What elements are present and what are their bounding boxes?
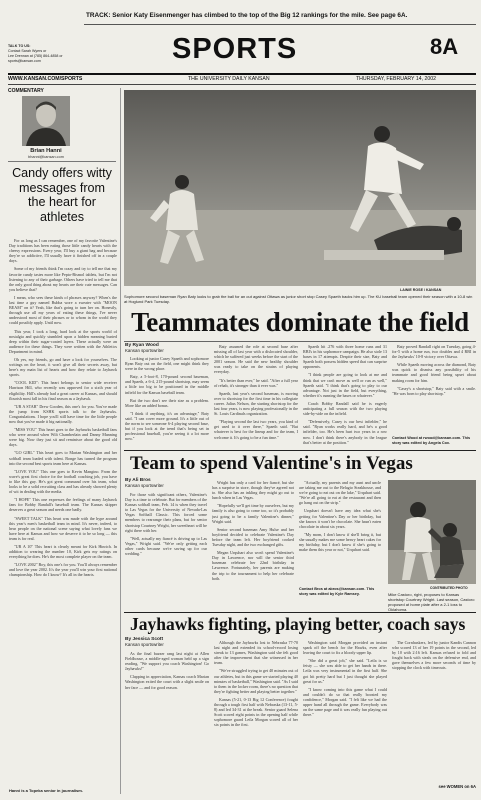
- paragraph: "UR A 10" This heart is clearly meant for Kirk Hinrich. In addition to wearing the number 10, Kirk gets my ratings on everything he does. He's the most complete player on the team.: [9, 543, 117, 560]
- paragraph: For as long as I can remember, one of my favorite Valentine's Day traditions has been eating those little candy hearts with the cheesy expressions. Every year, I'll buy a giant bag and because they're so addictive, I'll usually have it finished off in a couple days.: [9, 238, 117, 264]
- paragraph: "She did a great job," she said. "Leila is so feisty — she was able to get her hands in there. Leila was very instrumental in the first half. She got hit pretty hard but I just thought she played great for us.": [303, 658, 387, 684]
- paragraph: "I think people are going to look at me and think that we can't move as well or run as well," Spaeth said. "I think that's going to play to our advantage. Not just in the field, but everything, whether it's running the bases or whatever.": [303, 372, 387, 398]
- paragraph: Baty, a 5-foot-8, 170-pound second baseman, and Spaeth, a 6-4, 215-pound shortstop, may seem a little too big to be positioned in the middle infield for the Kansas baseball team.: [125, 374, 209, 395]
- proposal-photo-credit: CONTRIBUTED PHOTO: [430, 586, 468, 590]
- paragraph: Megan Urquhart also won't spend Valentine's Day in Lawrence, nor will the senior third baseman celebrate her 22nd birthday in Lawrence. Fortunately, her parents are making the trip to the tournament to help her celebrate both.: [212, 550, 294, 581]
- paragraph: "Playing second the last two years, you kind of get used to it over there," Spaeth said. "But whatever is best for the lineup and for the team, I welcome it. It's going to be a fun time.": [214, 419, 298, 440]
- second-story-column-3: [299, 480, 381, 584]
- masthead-date: THURSDAY, FEBRUARY 14, 2002: [356, 76, 437, 82]
- columnist-photo: [22, 96, 70, 146]
- proposal-photo: [388, 480, 476, 584]
- byline-name: By Ryan Wood: [125, 343, 159, 348]
- proposal-illustration: [388, 480, 476, 584]
- top-story-headline: Teammates dominate the field: [131, 307, 469, 337]
- paragraph: This year, I took a long, hard look at the sports world of nostalgia and quickly stumbled upon a hidden meaning buried deep within their sugar-coated layers. These actually were an audience for these things. They were written with the Athletics Department in mind.: [9, 328, 117, 354]
- commentary-footer: Hanni is a Topeka senior in journalism.: [9, 788, 83, 793]
- paragraph: "I know coming into this game what I could and couldn't do so that really boosted my confidence," Morgan said. "I felt like we had the upper hand all through the game. Everybody was on the same page and it was really fun playing out there.": [303, 686, 387, 718]
- paragraph: "Casey's a shortstop," Baty said with a smile. "He was born to play shortstop.": [392, 385, 476, 396]
- masthead-page-number: 8A: [430, 34, 459, 59]
- talk-to-us-box: [8, 44, 64, 64]
- banner-rule: [84, 24, 476, 25]
- byline-role: Kansan sportswriter: [125, 483, 164, 489]
- third-story-byline: [125, 637, 185, 648]
- paragraph: Baty assumed the role at second base after missing all of last year with a dislocated shoulder, which he suffered just weeks before the start of the 2001 season. He said the new healthy shoulder was ready to take on the strains of playing everyday.: [214, 344, 298, 375]
- commentary-headline: Candy offers witty messages from the heart for athletes: [12, 166, 112, 224]
- paragraph: Clapping in appreciation, Kansas coach Marian Washington exited the court with a slight smile on her face — and for good reason.: [125, 674, 209, 690]
- paragraph: Baty proved Randall right on Tuesday, going 4-for-5 with a home run, two doubles and 4 RBI in the Jayhawks' 10-8 victory over Ottawa.: [392, 344, 476, 360]
- top-story-byline: [125, 343, 185, 354]
- paragraph: I mean, who sees these kinds of phrases anyway? When's the last time a guy named Bubba wore a sweater with "MOON BEAM" on it? Yeah, like that's going to turn her on. Honestly, through use all my years of eating these things, I've never understood most of their phrases or to whom in the world they could possibly apply. Until now.: [9, 294, 117, 326]
- paragraph: Looking at junior Casey Spaeth and sophomore Ryan Baty out on the field, one might think they were in the wrong place.: [125, 356, 209, 372]
- paragraph: Spaeth, last year's second baseman, is moving over to shortstop for the first time in his collegiate career. Julius Nelson, the starting shortstop for the last four years, is now playing professionally in the St. Louis Cardinals organization.: [214, 390, 298, 417]
- paragraph: Urquhart doesn't have any idea what she's getting for Valentine's Day or her birthday, but she knows it won't be chocolate. She hasn't eaten chocolate in about six years.: [299, 508, 381, 529]
- section-rule: [124, 450, 476, 451]
- masthead-rule: [8, 73, 476, 75]
- paragraph: "Defensively, Casey is our best infielder," he said. "Ryan works really hard, and he's a good infielder, too. He's been hurt two years in a row now. I don't think there's anybody in the league that's better at the position.": [303, 419, 387, 445]
- talk-to-us-line: Contact Sarah Wyers or: [8, 49, 47, 53]
- paragraph: "Hopefully we'll get time by ourselves, but my family is also going to come too, so it's probably just going to be a family Valentine's dinner," Wright said.: [212, 503, 294, 524]
- byline-role: Kansan sportswriter: [125, 348, 164, 354]
- top-story-column-4: [392, 344, 476, 434]
- paragraph: "SWEET TALK" This heart was made with the hype around this year's men's basketball team in mind. It's never, indeed, to hear people on the national scene saying what lovely fans we have here at Kansas and how we deserve it to be so long — this team is for real.: [9, 515, 117, 541]
- third-story-column-3: [303, 640, 387, 791]
- proposal-photo-caption: Mike Castoro, right, proposes to Kansas shortstop Courtney Wright. Last season, Castoro proposed at home plate after a 2-1 loss to Oklahoma.: [388, 592, 475, 612]
- paragraph: "We've struggled trying to get 40 minutes out of our athletes, but in this game we started playing 40 minutes of basketball," Washington said. "As I said to them in the locker room, there's no question that they're fighting better and playing better together.": [214, 668, 298, 694]
- third-story-column-1: [125, 651, 209, 791]
- commentary-body: [9, 238, 117, 786]
- columnist-portrait-icon: [22, 96, 70, 146]
- third-story-column-2: [214, 640, 298, 791]
- paragraph: Wright has only a card for her fiancé, but she has a surprise in store, though they've agreed not to. She also has an inkling they might go out to lunch when in Las Vegas.: [212, 480, 294, 501]
- commentary-label: COMMENTARY: [8, 88, 44, 94]
- paragraph: "LOVE 2002" Boy, this one's for you. You'll always remember and love the year 2002. It's the year you'll win your first national championship. How do I know? It's all in the hearts.: [9, 562, 117, 578]
- top-story-column-2: [214, 344, 298, 448]
- top-story-column-3: [303, 344, 387, 448]
- photo-caption: Sophomore second baseman Ryan Baty looks to grab the ball for an out against Ottawa as junior short stop Casey Spaeth backs him up. The KU baseball team opened their season with a 10-8 win at Hoglund Park Tuesday.: [124, 294, 473, 304]
- baseball-players-illustration: [124, 90, 476, 286]
- paragraph: Although the Jayhawks lost to Nebraska 77-70 last night and extended its school-record losing streak to 13 games, Washington said she felt good after the improvement that she witnessed in her team.: [214, 640, 298, 666]
- second-story-byline: [125, 478, 185, 489]
- paragraph: While Spaeth moving across the diamond, Baty was quick to dismiss any possibility of his teammate and good friend being upset about making room for him.: [392, 362, 476, 383]
- baseball-photo: [124, 90, 476, 286]
- third-story-column-4: [392, 640, 476, 780]
- second-story-column-1: [125, 492, 207, 600]
- columnist-email: bhanni@kansan.com: [28, 155, 64, 159]
- masthead-website: WWW.KANSAN.COM/SPORTS: [8, 76, 83, 82]
- paragraph: Some of my friends think I'm crazy and try to tell me that my favorite candy tastes more like Pepto-Bismol tablets, but I'm not listening to any of their garbage. Others have tried to tell me that the only good thing about my hearts are their cute messages. Can you believe that?: [9, 266, 117, 292]
- paragraph: "MISS YOU" This heart goes to the Jayhawks basketball fans who were around when Wilt Chamberlain and Danny Manning were big. Now they just sit and reminisce about the good old days.: [9, 427, 117, 448]
- columnist-name: Brian Hanni: [30, 148, 62, 154]
- paragraph: "I think if anything, it's an advantage," Baty said. "I can cover more ground. It's a little out of the norm to see someone 6-4 playing second base, but if you look at the trend that's being set in professional baseball, you're seeing it a lot more now.": [125, 410, 209, 442]
- paragraph: "GO GIRL" This heart goes to Marian Washington and her softball team loaded with talent. Bonge has turned the program into the second best sports team here at Kansas.: [9, 450, 117, 466]
- second-story-contact: Contact Bros at abros@kansan.com. This story was edited by Kyle Ramsey.: [299, 587, 375, 596]
- byline-name: By Ali Bros: [125, 478, 151, 483]
- paragraph: "It's better than ever," he said. "After a full year of rehab, it's stronger than it ever was.": [214, 377, 298, 388]
- second-story-headline: Team to spend Valentine's in Vegas: [130, 453, 413, 474]
- third-story-headline: Jayhawks fighting, playing better, coach says: [130, 614, 466, 634]
- paragraph: Coach Bobby Randall said he is eagerly anticipating a full season with the two playing side-by-side on the infield.: [303, 400, 387, 417]
- paragraph: "UR A STAR" Drew Gooden, this one's for you. You've made the jump from KSHK sports talk to the Jayhawks. Congratulations. I hope you'll still have time for the little people now that you've made it big nationally.: [9, 403, 117, 424]
- masthead-subrule: [8, 84, 476, 85]
- paragraph: As the final buzzer rang last night at Allen Fieldhouse, a middle-aged woman held up a sign reading, "We support you coach Washington! Go Jayhawks!": [125, 651, 209, 672]
- paragraph: Kansas (5-21, 0-13 Big 12 Conference) fought through a tough first half with Nebraska (13-11, 5-8) and led 34-31 at the break. Senior guard Selena Scott scored eight points in the opening half while sophomore guard Leila Morgan scored all of her six points in the first.: [214, 696, 298, 728]
- byline-role: Kansan sportswriter: [125, 642, 164, 648]
- masthead-title: SPORTS: [172, 33, 298, 65]
- paragraph: The Cornhuskers, led by junior Kandis Cannon who scored 13 of her 19 points in the second, led by 10 with 2:16 left. Kansas refused to fold and fought back with steals on the defensive end, and gave themselves a few more seconds of time by stopping the clock with timeouts.: [392, 640, 476, 671]
- byline-name: By Jessica Scott: [125, 637, 164, 642]
- column-divider: [120, 88, 121, 794]
- headline-rule: [124, 341, 476, 342]
- photo-credit: LAINIE ROSE / KANSAN: [400, 288, 442, 292]
- third-story-jump[interactable]: see WOMEN on 6A: [438, 784, 476, 789]
- paragraph: "Well, actually my fiancé is driving up to Las Vegas," Wright said. "We're only getting each other cards because we're saving up for our wedding.": [125, 535, 207, 557]
- paragraph: Washington said Morgan provided an instant spark off the bench for the Hawks, even after leaving the court to fix a bloody upper lip.: [303, 640, 387, 656]
- paragraph: "LOVE YOU" This one goes to Kevin Mangino. From the wave's great first choice for the football coaching job, you have to like this guy. He's got great command over his team, what looks to be a solid recruiting class and has already showed plenty of wit in dealing with the media.: [9, 468, 117, 495]
- commentary-rule: [8, 161, 116, 162]
- paragraph: Oh yes, my friends, go and have a look for yourselves. The writings on the heart, it won't give all their secrets away, but here's my main list of hearts and how they relate to Jayhawk sports.: [9, 356, 117, 378]
- top-story-column-1: [125, 356, 209, 448]
- paragraph: "Actually, my parents and my aunt and uncle are taking me out to the Belagio Steakhouse, and we're going to eat out on the lake," Urquhart said. "We're all going to eat at the restaurant and then go hang out on the strip.": [299, 480, 381, 506]
- top-story-contact: Contact Wood at rwood@kansan.com. This story was edited by Angela Cox.: [392, 436, 471, 445]
- track-banner: TRACK: Senior Katy Eisenmenger has climbed to the top of the Big 12 rankings for the mile. See page 6A.: [86, 12, 408, 19]
- section-rule-2: [124, 612, 476, 613]
- second-story-column-2: [212, 480, 294, 600]
- talk-to-us-line: Lee Drennan at (785) 864-4858 or sports@kansan.com: [8, 54, 63, 63]
- paragraph: "I HOPE" This one expresses the feelings of many Jayhawk fans for Bobby Randall's baseball team. The Kansas skipper deserves a great season and needs one badly.: [9, 497, 117, 513]
- talk-to-us-line: TALK TO US:: [8, 44, 31, 48]
- masthead-paper-name: THE UNIVERSITY DAILY KANSAN: [188, 76, 270, 82]
- paragraph: Spaeth hit .276 with three home runs and 31 RBI's in his sophomore campaign. He also stole 13 bases in 17 attempts. Despite their size, Baty and Spaeth both possess hidden speed that can surprise opponents.: [303, 344, 387, 370]
- paragraph: "COOL KID": This heart belongs to senior wide receiver Harrison Hill, who recently was approved for a sixth year of eligibility. Hill's already had a great career at Kansas, and should flourish most fall in his final season as a Jayhawk.: [9, 380, 117, 401]
- paragraph: "My mom, I don't know if she'll bring it, but she usually makes me some heavy heart cakes for my birthday, but I don't know if she's going to make them this year or not," Urquhart said.: [299, 531, 381, 553]
- paragraph: But the two don't see their size as a problem. More like an added bonus.: [125, 397, 209, 408]
- paragraph: Senior second baseman Amy Hulse and her boyfriend decided to celebrate Valentine's Day before the team left. Her boyfriend cooked Tuesday night, and the two exchanged gifts.: [212, 526, 294, 548]
- paragraph: For those with significant others, Valentine's Day is a time to celebrate. But for members of the Kansas softball team, Feb. 14 is when they travel to Las Vegas for the University of Nevada-Las Vegas Softball Classic. This forced some members to rearrange their plans, but for senior shortstop Courtney Wright, her sweetheart will be right there with her.: [125, 492, 207, 533]
